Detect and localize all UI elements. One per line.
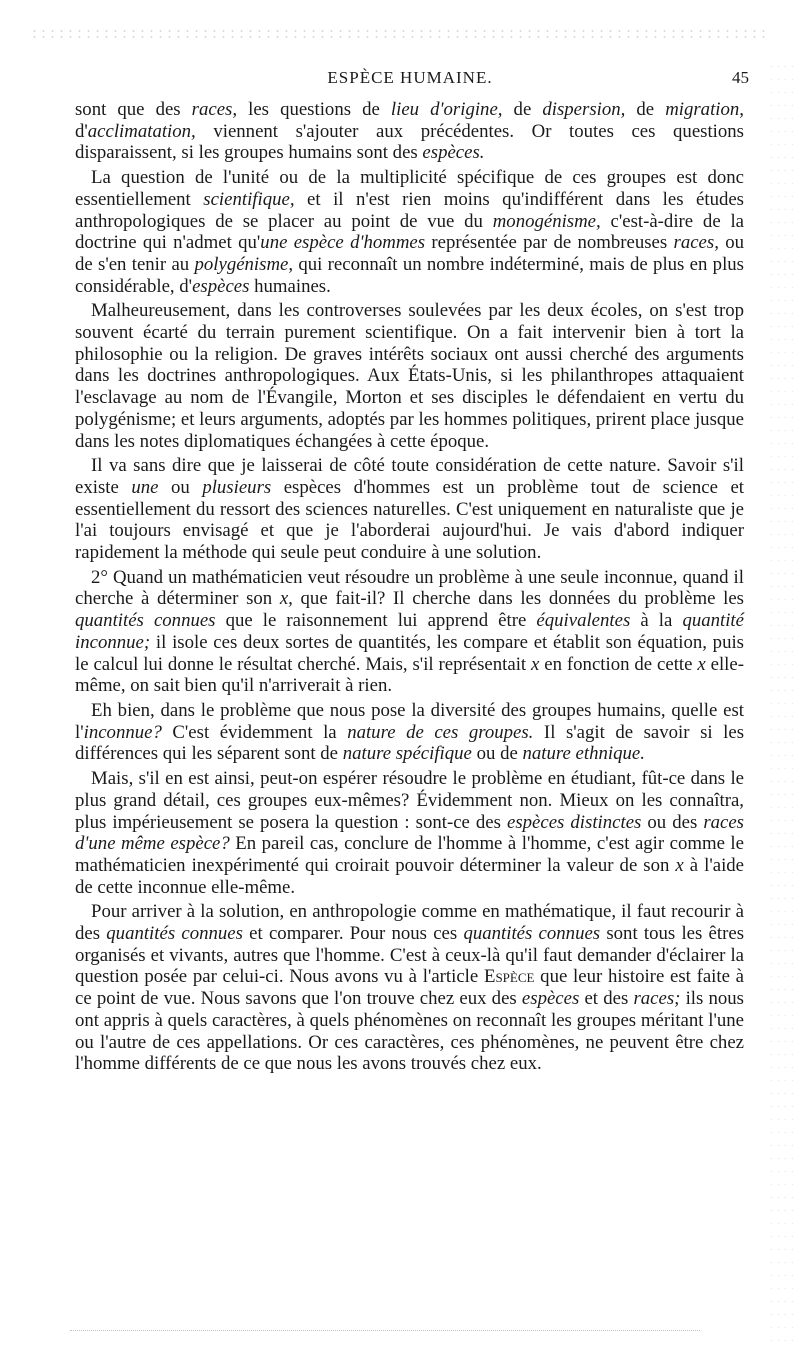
text-run: de: [502, 99, 543, 120]
italic-run: espèces.: [422, 142, 485, 164]
text-run: et des: [579, 988, 634, 1010]
text-run: en fonction de cette: [539, 653, 698, 675]
italic-run: inconnue?: [83, 721, 162, 743]
paragraph: [75, 99, 744, 164]
text-run: La question de l'unité ou de la multiplicité spécifique de ces groupes est donc essentiellement: [75, 167, 744, 210]
text-run: espèces d'hommes est un problème tout de science et essentiellement du ressort des sciences naturelles. C'est uniquement en naturaliste que je l'ai toujours envisagé et que je l'aborderai aujourd'hui. Je vais d'abord indiquer rapidement la méthode qui seule peut conduire à une solution.: [75, 476, 745, 564]
text-run: ou de: [471, 743, 523, 765]
text-run: d': [75, 120, 88, 142]
italic-run: lieu d'origine,: [390, 99, 503, 120]
paragraph: [75, 901, 744, 1075]
text-run: humaines.: [249, 275, 331, 297]
text-run: ils nous ont appris à quels caractères, à quels phénomènes on reconnaît les groupes méritant l'une ou l'autre de ces appellations. Or ces caractères, ces phénomènes, ne peuvent être chez l'homme différents de ce que nous les avons trouvés chez eux.: [75, 988, 744, 1075]
paragraph: [75, 768, 744, 898]
italic-run: quantités connues: [75, 610, 216, 632]
italic-run: espèces: [521, 988, 580, 1010]
text-run: les questions de: [237, 99, 391, 120]
text-run: Malheureusement, dans les controverses soulevées par les deux écoles, on s'est trop souvent écarté du terrain purement scientifique. On a fait intervenir bien à tort la philosophie ou la religion. De graves intérêts sociaux ont aussi cherché des arguments dans les doctrines anthropologiques. Aux États-Unis, si les philanthropes attaquaient l'esclavage au nom de l'Évangile, Morton et ses disciples le défendaient en vertu du polygénisme; et leurs arguments, adoptés par les hommes politiques, prirent place jusque dans les notes diplomatiques échangées à cette époque.: [75, 300, 744, 452]
paragraph: [75, 700, 744, 765]
text-run: représentée par de nombreuses: [425, 232, 674, 254]
italic-run: une: [131, 476, 159, 498]
paragraph: [75, 167, 744, 297]
italic-run: x: [697, 653, 706, 675]
text-run: que fait-il? Il cherche dans les données du problème les: [292, 588, 744, 610]
text-run: En pareil cas, conclure de l'homme à l'homme, c'est agir comme le mathématicien inexpérimenté qui croirait pouvoir déterminer la valeur de son: [75, 833, 744, 876]
italic-run: x: [675, 854, 684, 876]
text-run: sont que des: [75, 99, 192, 120]
text-run: à l'aide de cette inconnue elle-même.: [75, 854, 745, 898]
body-text: [75, 99, 744, 1075]
italic-run: races d'une même espèce?: [75, 811, 744, 855]
text-run: elle-même, on sait bien qu'il n'arriverait à rien.: [75, 653, 744, 697]
text-run: à la: [630, 610, 683, 632]
italic-run: races,: [191, 99, 238, 120]
text-run: de: [625, 99, 666, 120]
text-run: ou de s'en tenir au: [75, 232, 744, 275]
italic-run: x: [531, 653, 540, 675]
paragraph: [75, 455, 744, 564]
text-run: Il va sans dire que je laisserai de côté toute considération de cette nature. Savoir s'il existe: [75, 455, 744, 498]
text-run: c'est-à-dire de la doctrine qui n'admet qu': [75, 210, 744, 254]
text-run: qui reconnaît un nombre indéterminé, mais de plus en plus considérable, d': [75, 253, 744, 297]
text-run: sont tous les êtres organisés et vivants, autres que l'homme. C'est à ceux-là qu'il faut demander d'éclairer la question posée par celui-ci. Nous avons vu à l'article: [75, 923, 745, 988]
text-run: C'est évidemment la: [161, 721, 348, 743]
italic-run: races,: [673, 232, 719, 254]
italic-run: scientifique,: [203, 188, 295, 210]
text-run: ou: [158, 476, 203, 498]
text-run: Mais, s'il en est ainsi, peut-on espérer résoudre le problème en étudiant, fût-ce dans le plus grand détail, ces groupes eux-mêmes? Évidemment non. Mieux on les connaîtra, plus impérieusement se posera la question : sont-ce des: [75, 768, 744, 833]
paragraph: [75, 567, 744, 697]
text-run: ou des: [641, 811, 704, 833]
running-title: ESPÈCE HUMAINE.: [327, 68, 493, 87]
text-run: 2° Quand un mathématicien veut résoudre un problème à une seule inconnue, quand il cherche à déterminer son: [75, 566, 744, 610]
italic-run: monogénisme,: [492, 210, 601, 232]
italic-run: acclimatation,: [87, 120, 196, 142]
italic-run: quantités connues: [463, 923, 601, 945]
text-run: Il s'agit de savoir si les différences qui les séparent sont de: [75, 721, 744, 765]
italic-run: plusieurs: [202, 476, 272, 498]
paragraph: [75, 300, 744, 452]
text-run: et comparer. Pour nous ces: [242, 923, 464, 945]
italic-run: nature ethnique.: [522, 743, 645, 765]
italic-run: dispersion,: [542, 99, 626, 120]
italic-run: polygénisme,: [194, 253, 294, 275]
italic-run: quantité inconnue;: [75, 610, 744, 653]
bottom-edge-noise: [70, 1330, 700, 1334]
italic-run: nature spécifique: [342, 743, 472, 765]
top-edge-noise: [30, 28, 770, 42]
italic-run: quantités connues: [106, 923, 243, 945]
italic-run: équivalentes: [536, 610, 631, 632]
italic-run: x,: [279, 588, 293, 610]
italic-run: espèces distinctes: [507, 811, 642, 833]
text-run: que le raisonnement lui apprend être: [215, 610, 537, 632]
italic-run: nature de ces groupes.: [347, 721, 534, 743]
text-run: Eh bien, dans le problème que nous pose la diversité des groupes humains, quelle est l': [75, 699, 744, 743]
text-run: Pour arriver à la solution, en anthropologie comme en mathématique, il faut recourir à des: [75, 901, 744, 945]
italic-run: une espèce d'hommes: [260, 232, 426, 254]
text-run: viennent s'ajouter aux précédentes. Or toutes ces questions disparaissent, si les groupes humains sont des: [75, 120, 744, 164]
page-number: 45: [732, 68, 749, 87]
small-caps-run: Espèce: [483, 966, 535, 988]
page-header: [75, 68, 749, 96]
italic-run: races;: [633, 988, 681, 1010]
text-run: il isole ces deux sortes de quantités, les compare et établit son équation, puis le calcul lui donne le résultat cherché. Mais, s'il représentait: [75, 631, 744, 675]
right-edge-noise: [768, 60, 794, 1350]
text-run: et il n'est rien moins qu'indifférent dans les études anthropologiques de se placer au point de vue du: [75, 188, 744, 232]
italic-run: migration,: [665, 99, 744, 120]
italic-run: espèces: [192, 275, 250, 297]
text-run: que leur histoire est faite à ce point de vue. Nous savons que l'on trouve chez eux des: [75, 966, 744, 1010]
